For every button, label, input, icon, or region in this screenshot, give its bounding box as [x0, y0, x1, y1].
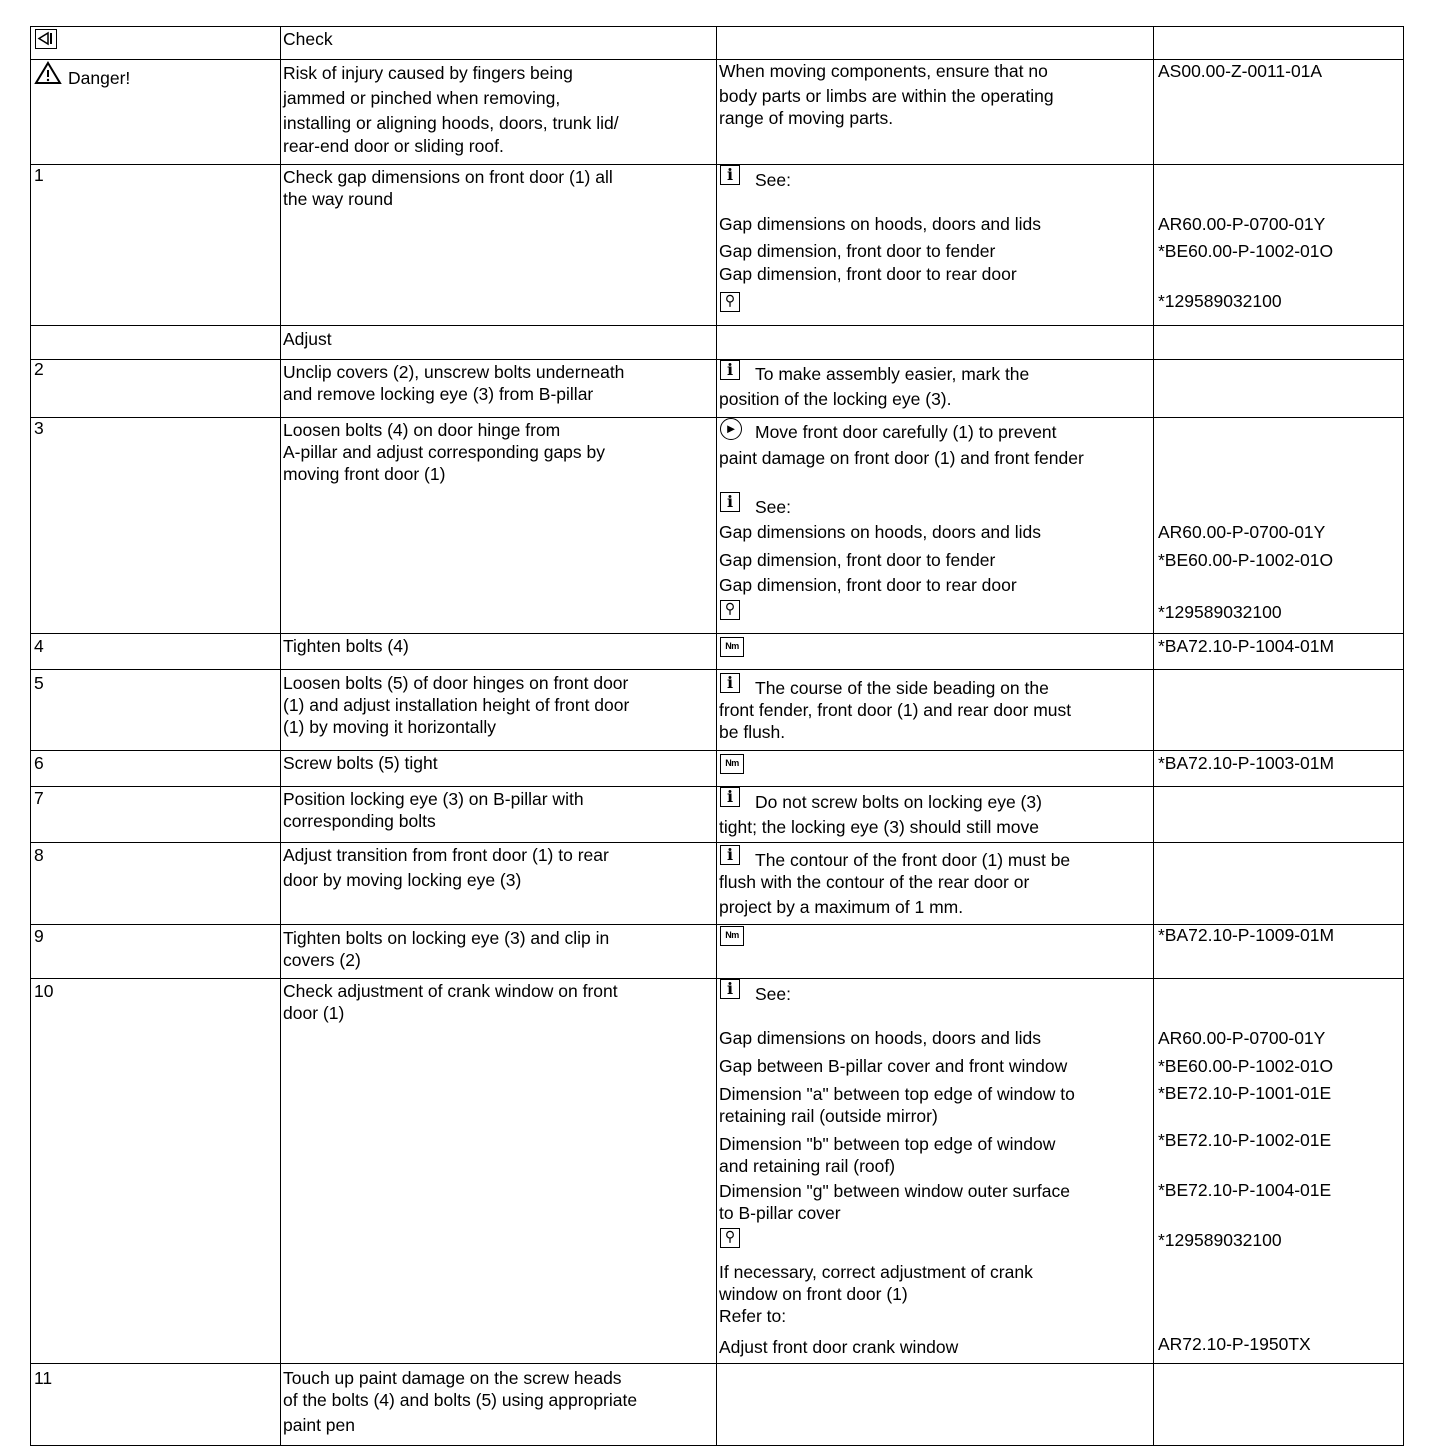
step-text: door by moving locking eye (3): [283, 870, 522, 890]
row-border: [30, 633, 1404, 634]
step-text: and remove locking eye (3) from B-pillar: [283, 384, 594, 404]
note-text: front fender, front door (1) and rear door must: [719, 700, 1072, 720]
row-border: [30, 669, 1404, 670]
back-arrow-icon[interactable]: [35, 29, 57, 49]
col-border: [280, 26, 281, 1446]
reference-label: Dimension "g" between window outer surface: [719, 1181, 1070, 1201]
danger-risk-line: installing or aligning hoods, doors, trunk lid/: [283, 113, 619, 133]
step-number: 8: [34, 845, 44, 865]
tool-number[interactable]: *129589032100: [1158, 291, 1282, 311]
step-text: Loosen bolts (4) on door hinge from: [283, 420, 561, 440]
document-link[interactable]: *BE60.00-P-1002-01O: [1158, 241, 1334, 261]
correction-text: If necessary, correct adjustment of crank: [719, 1262, 1033, 1282]
step-text: corresponding bolts: [283, 811, 436, 831]
note-text: Do not screw bolts on locking eye (3): [755, 792, 1042, 812]
step-number: 7: [34, 788, 44, 808]
info-icon: i: [720, 360, 740, 380]
col-border: [1153, 26, 1154, 1446]
row-border: [30, 164, 1404, 165]
row-border: [30, 978, 1404, 979]
document-link[interactable]: *BE60.00-P-1002-01O: [1158, 1056, 1334, 1076]
document-link[interactable]: *BE60.00-P-1002-01O: [1158, 550, 1334, 570]
info-icon: i: [720, 845, 740, 865]
step-number: 10: [34, 981, 54, 1001]
note-text: be flush.: [719, 722, 786, 742]
reference-label: Gap dimensions on hoods, doors and lids: [719, 214, 1042, 234]
step-number: 4: [34, 636, 44, 656]
reference-label: Gap dimension, front door to fender: [719, 550, 996, 570]
document-link[interactable]: AS00.00-Z-0011-01A: [1158, 61, 1323, 81]
step-text: Check gap dimensions on front door (1) all: [283, 167, 613, 187]
torque-icon: Nm: [720, 637, 744, 657]
row-border: [30, 786, 1404, 787]
reference-label: to B-pillar cover: [719, 1203, 841, 1223]
danger-measure-line: body parts or limbs are within the operating: [719, 86, 1054, 106]
caution-text: paint damage on front door (1) and front fender: [719, 448, 1084, 468]
danger-risk-line: rear-end door or sliding roof.: [283, 136, 504, 156]
danger-risk-line: jammed or pinched when removing,: [283, 88, 561, 108]
note-text: position of the locking eye (3).: [719, 389, 952, 409]
note-text: The course of the side beading on the: [755, 678, 1049, 698]
tool-number[interactable]: *129589032100: [1158, 602, 1282, 622]
row-border: [30, 325, 1404, 326]
step-text: Loosen bolts (5) of door hinges on front door: [283, 673, 629, 693]
reference-label: Gap dimensions on hoods, doors and lids: [719, 522, 1042, 542]
step-text: door (1): [283, 1003, 345, 1023]
step-text: Tighten bolts (4): [283, 636, 409, 656]
step-text: Unclip covers (2), unscrew bolts underneath: [283, 362, 625, 382]
document-link[interactable]: AR60.00-P-0700-01Y: [1158, 214, 1326, 234]
document-link[interactable]: AR72.10-P-1950TX: [1158, 1334, 1311, 1354]
reference-label: Gap dimension, front door to rear door: [719, 575, 1017, 595]
reference-label: Adjust front door crank window: [719, 1337, 959, 1357]
document-link[interactable]: *BA72.10-P-1003-01M: [1158, 753, 1335, 773]
step-text: moving front door (1): [283, 464, 446, 484]
reference-label: Gap between B-pillar cover and front window: [719, 1056, 1068, 1076]
step-number: 6: [34, 753, 44, 773]
document-link[interactable]: AR60.00-P-0700-01Y: [1158, 1028, 1326, 1048]
document-link[interactable]: *BA72.10-P-1009-01M: [1158, 925, 1335, 945]
special-tool-icon: ⚲: [720, 1228, 740, 1248]
reference-label: Gap dimension, front door to fender: [719, 241, 996, 261]
step-text: Adjust transition from front door (1) to rear: [283, 845, 609, 865]
note-text: tight; the locking eye (3) should still move: [719, 817, 1040, 837]
step-number: 11: [34, 1368, 53, 1388]
section-title-check: Check: [283, 29, 333, 49]
step-text: (1) by moving it horizontally: [283, 717, 496, 737]
note-text: project by a maximum of 1 mm.: [719, 897, 964, 917]
step-number: 5: [34, 673, 44, 693]
note-text: To make assembly easier, mark the: [755, 364, 1030, 384]
step-text: of the bolts (4) and bolts (5) using appropriate: [283, 1390, 638, 1410]
step-number: 3: [34, 418, 44, 438]
col-border: [1403, 26, 1404, 1446]
row-border: [30, 1445, 1404, 1446]
tool-number[interactable]: *129589032100: [1158, 1230, 1282, 1250]
step-number: 2: [34, 359, 44, 379]
torque-icon: Nm: [720, 926, 744, 946]
correction-text: window on front door (1): [719, 1284, 908, 1304]
danger-risk-line: Risk of injury caused by fingers being: [283, 63, 573, 83]
step-number: 1: [34, 165, 44, 185]
row-border: [30, 1363, 1404, 1364]
step-text: A-pillar and adjust corresponding gaps by: [283, 442, 605, 462]
note-text: flush with the contour of the rear door or: [719, 872, 1030, 892]
document-link[interactable]: *BA72.10-P-1004-01M: [1158, 636, 1335, 656]
danger-measure-line: range of moving parts.: [719, 108, 894, 128]
step-text: (1) and adjust installation height of front door: [283, 695, 630, 715]
step-text: covers (2): [283, 950, 361, 970]
note-text: The contour of the front door (1) must be: [755, 850, 1071, 870]
step-text: Position locking eye (3) on B-pillar with: [283, 789, 584, 809]
row-border: [30, 417, 1404, 418]
section-title-adjust: Adjust: [283, 329, 332, 349]
reference-label: Gap dimension, front door to rear door: [719, 264, 1017, 284]
row-border: [30, 750, 1404, 751]
correction-text: Refer to:: [719, 1306, 787, 1326]
step-text: the way round: [283, 189, 393, 209]
step-text: Tighten bolts on locking eye (3) and clip in: [283, 928, 610, 948]
see-label: See:: [755, 170, 791, 190]
document-link[interactable]: *BE72.10-P-1001-01E: [1158, 1083, 1332, 1103]
caution-text: Move front door carefully (1) to prevent: [755, 422, 1057, 442]
col-border: [716, 26, 717, 1446]
warning-icon: [34, 61, 62, 85]
caution-icon: ►: [720, 418, 742, 440]
document-link[interactable]: *BE72.10-P-1002-01E: [1158, 1130, 1332, 1150]
info-icon: i: [720, 787, 740, 807]
row-border: [30, 359, 1404, 360]
info-icon: i: [720, 979, 740, 999]
special-tool-icon: ⚲: [720, 292, 740, 312]
torque-icon: Nm: [720, 754, 744, 774]
info-icon: i: [720, 673, 740, 693]
see-label: See:: [755, 497, 791, 517]
col-border: [30, 26, 31, 1446]
step-text: paint pen: [283, 1415, 356, 1435]
see-label: See:: [755, 984, 791, 1004]
reference-label: Dimension "a" between top edge of window to: [719, 1084, 1075, 1104]
step-text: Touch up paint damage on the screw heads: [283, 1368, 622, 1388]
reference-label: and retaining rail (roof): [719, 1156, 896, 1176]
document-link[interactable]: *BE72.10-P-1004-01E: [1158, 1180, 1332, 1200]
special-tool-icon: ⚲: [720, 600, 740, 620]
danger-label: Danger!: [68, 68, 131, 88]
info-icon: i: [720, 165, 740, 185]
step-text: Screw bolts (5) tight: [283, 753, 438, 773]
reference-label: retaining rail (outside mirror): [719, 1106, 938, 1126]
row-border: [30, 26, 1404, 27]
reference-label: Dimension "b" between top edge of window: [719, 1134, 1056, 1154]
reference-label: Gap dimensions on hoods, doors and lids: [719, 1028, 1042, 1048]
step-text: Check adjustment of crank window on front: [283, 981, 618, 1001]
row-border: [30, 842, 1404, 843]
step-number: 9: [34, 926, 44, 946]
document-link[interactable]: AR60.00-P-0700-01Y: [1158, 522, 1326, 542]
info-icon: i: [720, 492, 740, 512]
danger-measure-line: When moving components, ensure that no: [719, 61, 1048, 81]
